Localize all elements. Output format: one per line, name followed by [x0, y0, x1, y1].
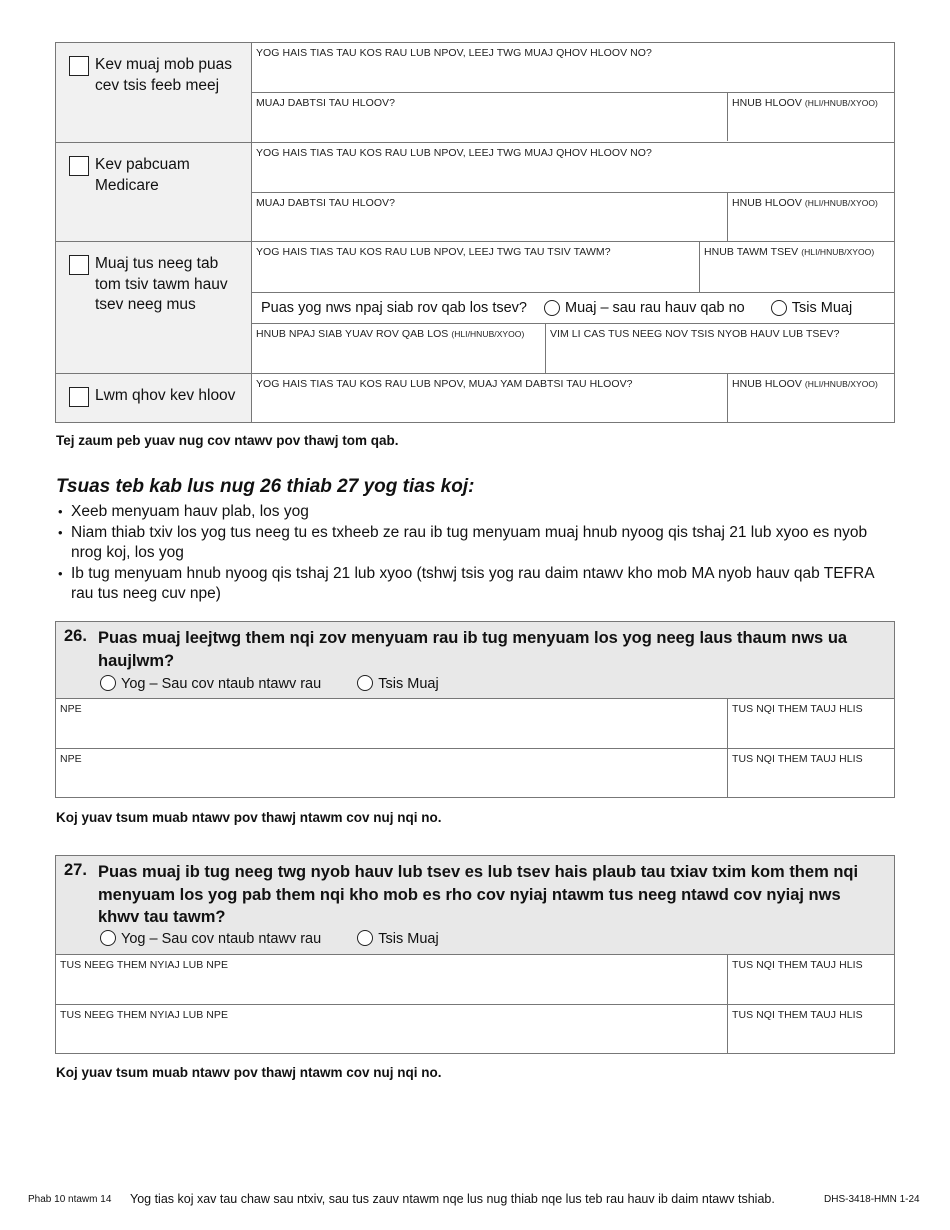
change-label-cell [56, 143, 252, 241]
table-row [56, 1004, 894, 1053]
disability-checkbox[interactable] [69, 56, 89, 76]
field-caption: YOG HAIS TIAS TAU KOS RAU LUB NPOV, LEEJ TWG MUAJ QHOV HLOOV NO? [256, 147, 652, 159]
who-changed-field[interactable] [252, 43, 894, 92]
field-caption: TUS NQI THEM TAUJ HLIS [732, 1009, 863, 1021]
change-row-moved-out [56, 241, 894, 373]
q26-yes-label: Yog – Sau cov ntaub ntawv rau [121, 676, 322, 692]
return-yes-label: Muaj – sau rau hauv qab no [564, 300, 745, 316]
q27-no-radio[interactable] [357, 930, 373, 946]
change-label: Kev muaj mob puas cev tsis feeb meej [95, 56, 232, 94]
change-date-field[interactable] [727, 93, 894, 141]
field-caption: HNUB HLOOV (HLI/HNUB/XYOO) [732, 378, 878, 390]
payer-name-field[interactable] [56, 955, 727, 1004]
field-caption: YOG HAIS TIAS TAU KOS RAU LUB NPOV, LEEJ TWG MUAJ QHOV HLOOV NO? [256, 47, 652, 59]
return-yes-radio[interactable] [544, 300, 560, 316]
moved-out-checkbox[interactable] [69, 255, 89, 275]
return-question-text: Puas yog nws npaj siab rov qab los tsev? [261, 300, 527, 316]
change-label-cell [56, 242, 252, 373]
name-field[interactable] [56, 699, 727, 748]
who-changed-field[interactable] [252, 143, 894, 192]
q26-yes-radio[interactable] [100, 675, 116, 691]
q27-yes-label: Yog – Sau cov ntaub ntawv rau [121, 931, 322, 947]
q27-yes-radio[interactable] [100, 930, 116, 946]
payer-name-field[interactable] [56, 1005, 727, 1053]
question-text: Puas muaj leejtwg them nqi zov menyuam rau ib tug menyuam los yog neeg laus thaum nws ua haujlwm? [98, 629, 848, 670]
monthly-amount-field[interactable] [727, 699, 894, 748]
return-date-field[interactable] [252, 324, 545, 373]
change-label: Muaj tus neeg tab tom tsiv tawm hauv tsev neeg mus [95, 255, 228, 313]
field-caption: HNUB HLOOV (HLI/HNUB/XYOO) [732, 197, 878, 209]
monthly-amount-field[interactable] [727, 1005, 894, 1053]
q27-no-label: Tsis Muaj [378, 931, 439, 947]
section-heading: Tsuas teb kab lus nug 26 thiab 27 yog tias koj: [56, 476, 475, 497]
q26-no-radio[interactable] [357, 675, 373, 691]
list-item: • Xeeb menyuam hauv plab, los yog [58, 502, 878, 523]
change-label-cell [56, 374, 252, 422]
field-caption: MUAJ DABTSI TAU HLOOV? [256, 197, 395, 209]
eligibility-list [58, 502, 878, 605]
question-number: 27. [64, 861, 87, 879]
field-caption: NPE [60, 753, 82, 765]
field-caption: TUS NQI THEM TAUJ HLIS [732, 753, 863, 765]
field-caption: YOG HAIS TIAS TAU KOS RAU LUB NPOV, MUAJ YAM DABTSI TAU HLOOV? [256, 378, 633, 390]
field-caption: NPE [60, 703, 82, 715]
field-caption: TUS NEEG THEM NYIAJ LUB NPE [60, 1009, 229, 1021]
absence-reason-field[interactable] [545, 324, 894, 373]
monthly-amount-field[interactable] [727, 749, 894, 797]
what-changed-field[interactable] [252, 93, 727, 141]
list-item: • Ib tug menyuam hnub nyoog qis tshaj 21 lub xyoo (tshwj tsis yog rau daim ntawv kho mob MA nyob hauv qab TEFRA rau tus neeg cuv npe) [58, 564, 878, 605]
field-caption: HNUB TAWM TSEV (HLI/HNUB/XYOO) [704, 246, 875, 258]
field-caption: TUS NEEG THEM NYIAJ LUB NPE [60, 959, 229, 971]
field-caption: HNUB HLOOV (HLI/HNUB/XYOO) [732, 97, 878, 109]
form-id: DHS-3418-HMN 1-24 [824, 1194, 920, 1205]
page-number: Phab 10 ntawm 14 [28, 1194, 112, 1205]
footer-instruction: Yog tias koj xav tau chaw sau ntxiv, sau tus zauv ntawm nqe lus nug thiab nqe lus teb rau hauv ib daim ntawv tshiab. [130, 1192, 775, 1206]
monthly-amount-field[interactable] [727, 955, 894, 1004]
question-26 [55, 621, 895, 798]
question-number: 26. [64, 627, 87, 645]
field-caption: YOG HAIS TIAS TAU KOS RAU LUB NPOV, LEEJ TWG TAU TSIV TAWM? [256, 246, 611, 258]
return-no-label: Tsis Muaj [791, 300, 853, 316]
question-27 [55, 855, 895, 1054]
proof-note: Tej zaum peb yuav nug cov ntawv pov thawj tom qab. [56, 433, 399, 448]
medicare-checkbox[interactable] [69, 156, 89, 176]
move-out-date-field[interactable] [699, 242, 894, 292]
change-date-field[interactable] [727, 193, 894, 241]
change-date-field[interactable] [727, 374, 894, 422]
change-label-cell [56, 43, 252, 142]
q26-no-label: Tsis Muaj [378, 676, 439, 692]
table-row [56, 699, 894, 748]
field-caption: TUS NQI THEM TAUJ HLIS [732, 959, 863, 971]
change-row-medicare [56, 142, 894, 241]
changes-table [55, 42, 895, 423]
field-caption: TUS NQI THEM TAUJ HLIS [732, 703, 863, 715]
what-changed-field[interactable] [252, 374, 727, 422]
name-field[interactable] [56, 749, 727, 797]
change-row-other [56, 373, 894, 422]
field-caption: VIM LI CAS TUS NEEG NOV TSIS NYOB HAUV LUB TSEV? [550, 328, 840, 340]
change-label: Lwm qhov kev hloov [95, 387, 236, 404]
field-caption: MUAJ DABTSI TAU HLOOV? [256, 97, 395, 109]
change-label: Kev pabcuam Medicare [95, 156, 190, 194]
table-row [56, 955, 894, 1004]
field-caption: HNUB NPAJ SIAB YUAV ROV QAB LOS (HLI/HNUB/XYOO) [256, 328, 525, 340]
question-text: Puas muaj ib tug neeg twg nyob hauv lub tsev es lub tsev hais plaub tau txiav txim kom them nqi menyuam los yog pab them nqi kho mob es rho cov nyiaj ntawm tus neeg ntawd cov nyiaj nws khwv tau tawm? [98, 863, 859, 926]
list-item: • Niam thiab txiv los yog tus neeg tu es txheeb ze rau ib tug menyuam muaj hnub nyoog qis tshaj 21 lub xyoo es nyob nrog koj, los yog [58, 523, 878, 564]
proof-note: Koj yuav tsum muab ntawv pov thawj ntawm cov nuj nqi no. [56, 810, 442, 825]
what-changed-field[interactable] [252, 193, 727, 241]
return-no-radio[interactable] [771, 300, 787, 316]
change-row-disability [56, 43, 894, 142]
return-question [252, 293, 894, 323]
who-moved-field[interactable] [252, 242, 699, 292]
table-row [56, 748, 894, 797]
other-change-checkbox[interactable] [69, 387, 89, 407]
proof-note: Koj yuav tsum muab ntawv pov thawj ntawm cov nuj nqi no. [56, 1065, 442, 1080]
